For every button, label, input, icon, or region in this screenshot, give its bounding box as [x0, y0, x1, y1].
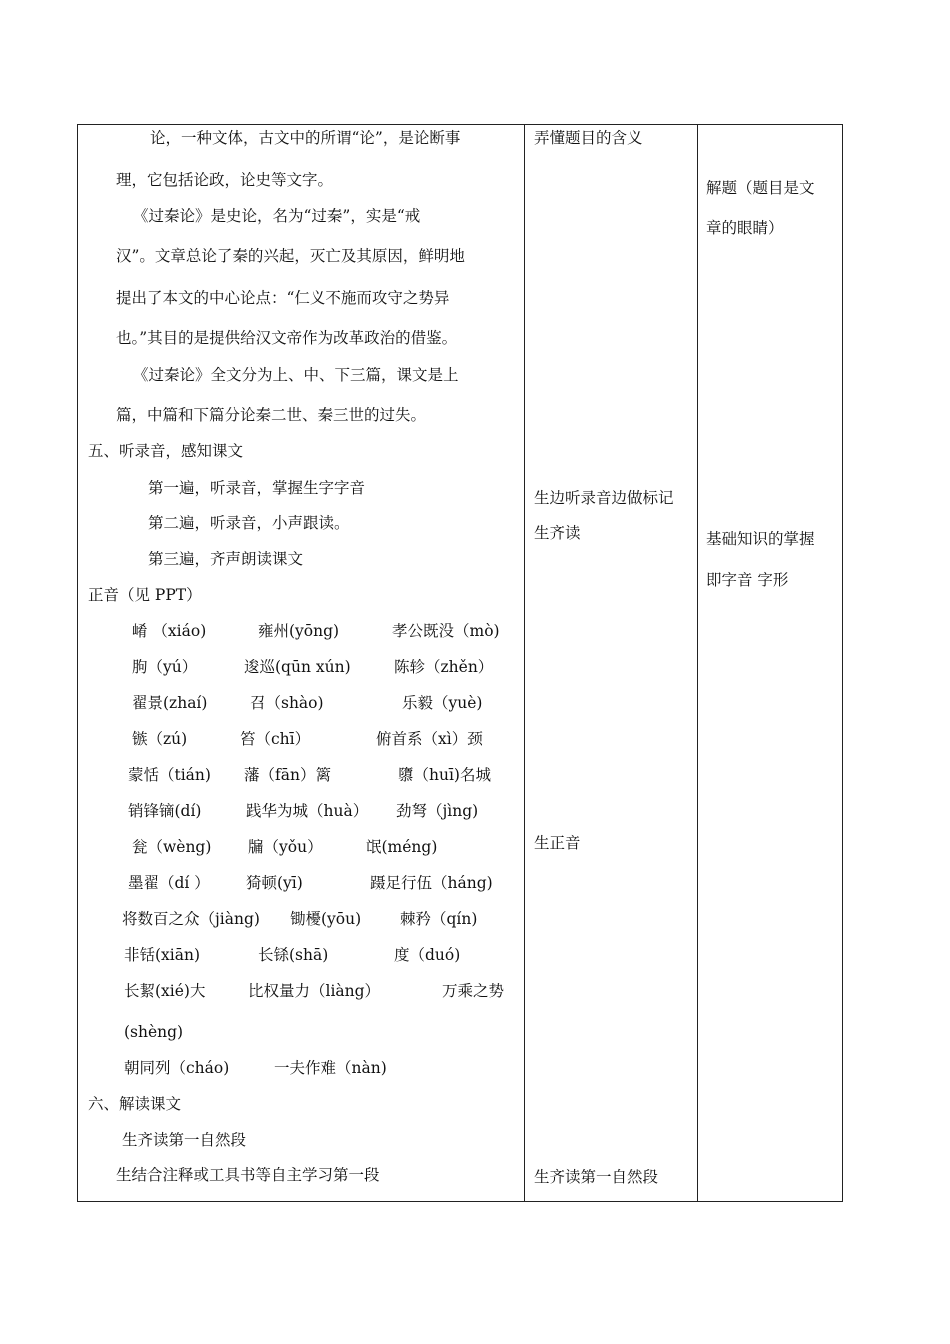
- pron-item: 蹑足行伍（háng): [370, 874, 493, 892]
- column-divider-1: [524, 124, 525, 1202]
- pron-item: 陈轸（zhěn）: [394, 658, 494, 676]
- pron-item: 猗顿(yī): [246, 874, 303, 892]
- pron-item: 逡巡(qūn xún): [244, 658, 351, 676]
- pron-item: 朐（yú）: [132, 658, 198, 676]
- section5-title: 五、听录音，感知课文: [88, 442, 244, 460]
- pron-item: 雍州(yōng): [258, 622, 340, 640]
- pron-item: 孝公既没（mò): [392, 622, 500, 640]
- pron-item: 隳（huī)名城: [398, 766, 491, 784]
- pron-item: 锄櫌(yōu): [290, 910, 362, 928]
- section5-item3: 第三遍，齐声朗读课文: [148, 550, 304, 568]
- section6-title: 六、解读课文: [88, 1095, 182, 1113]
- mid-note-5: 生齐读第一自然段: [534, 1168, 659, 1186]
- mid-note-4: 生正音: [534, 834, 581, 852]
- pron-item: 比权量力（liàng）: [248, 982, 381, 1000]
- pron-item: 度（duó): [394, 946, 461, 964]
- pron-item: 乐毅（yuè): [402, 694, 483, 712]
- column-divider-2: [697, 124, 698, 1202]
- pron-item: 氓(méng): [366, 838, 438, 856]
- pron-item: 崤 （xiáo): [132, 622, 207, 640]
- pron-item: 非铦(xiān): [124, 946, 201, 964]
- section5-item1: 第一遍，听录音，掌握生字字音: [148, 479, 366, 497]
- pron-item: 蒙恬（tián): [128, 766, 211, 784]
- pron-item: 召（shào): [250, 694, 324, 712]
- para2-line1: 《过秦论》是史论，名为“过秦”，实是“戒: [133, 207, 421, 225]
- section6-item2: 生结合注释或工具书等自主学习第一段: [116, 1166, 380, 1184]
- pron-item: 将数百之众（jiàng): [122, 910, 260, 928]
- pron-item: 牖（yǒu）: [248, 838, 323, 856]
- para2-line4: 也。”其目的是提供给汉文帝作为改革政治的借鉴。: [116, 329, 458, 347]
- mid-note-2: 生边听录音边做标记: [534, 489, 674, 507]
- pron-item: 践华为城（huà）: [246, 802, 369, 820]
- right-note-2b: 即字音 字形: [706, 571, 789, 589]
- pron-item: 瓮（wèng): [132, 838, 212, 856]
- pron-item: 笞（chī）: [240, 730, 311, 748]
- pron-item: 翟景(zhaí): [132, 694, 208, 712]
- para2-line3: 提出了本文的中心论点：“仁义不施而攻守之势异: [116, 289, 450, 307]
- pron-item: 销锋镝(dí): [128, 802, 202, 820]
- pron-item: 俯首系（xì）颈: [376, 730, 483, 748]
- mid-note-3: 生齐读: [534, 524, 581, 542]
- para1-line1: 论，一种文体，古文中的所谓“论”，是论断事: [150, 129, 461, 147]
- pron-item: (shèng): [124, 1023, 184, 1041]
- pron-item: 镞（zú): [132, 730, 188, 748]
- section5-item2: 第二遍，听录音，小声跟读。: [148, 514, 350, 532]
- pron-item: 藩（fān）篱: [244, 766, 331, 784]
- right-note-2a: 基础知识的掌握: [706, 530, 815, 548]
- para2-line2: 汉”。文章总论了秦的兴起，灭亡及其原因，鲜明地: [116, 247, 465, 265]
- pron-item: 长絜(xié)大: [124, 982, 206, 1000]
- mid-note-1: 弄懂题目的含义: [534, 129, 643, 147]
- para3-line1: 《过秦论》全文分为上、中、下三篇，课文是上: [133, 366, 459, 384]
- pron-item: 墨翟（dí ）: [128, 874, 210, 892]
- section6-item1: 生齐读第一自然段: [122, 1131, 247, 1149]
- pron-item: 一夫作难（nàn): [274, 1059, 387, 1077]
- pron-item: 棘矜（qín): [400, 910, 478, 928]
- para1-line2: 理，它包括论政，论史等文字。: [116, 171, 334, 189]
- right-note-1a: 解题（题目是文: [706, 179, 815, 197]
- right-note-1b: 章的眼睛）: [706, 219, 784, 237]
- pronunciation-title: 正音（见 PPT）: [88, 586, 202, 604]
- pron-item: 朝同列（cháo): [124, 1059, 230, 1077]
- pron-item: 劲弩（jìng): [396, 802, 479, 820]
- pron-item: 万乘之势: [442, 982, 505, 1000]
- pron-item: 长铩(shā): [258, 946, 329, 964]
- para3-line2: 篇，中篇和下篇分论秦二世、秦三世的过失。: [116, 406, 427, 424]
